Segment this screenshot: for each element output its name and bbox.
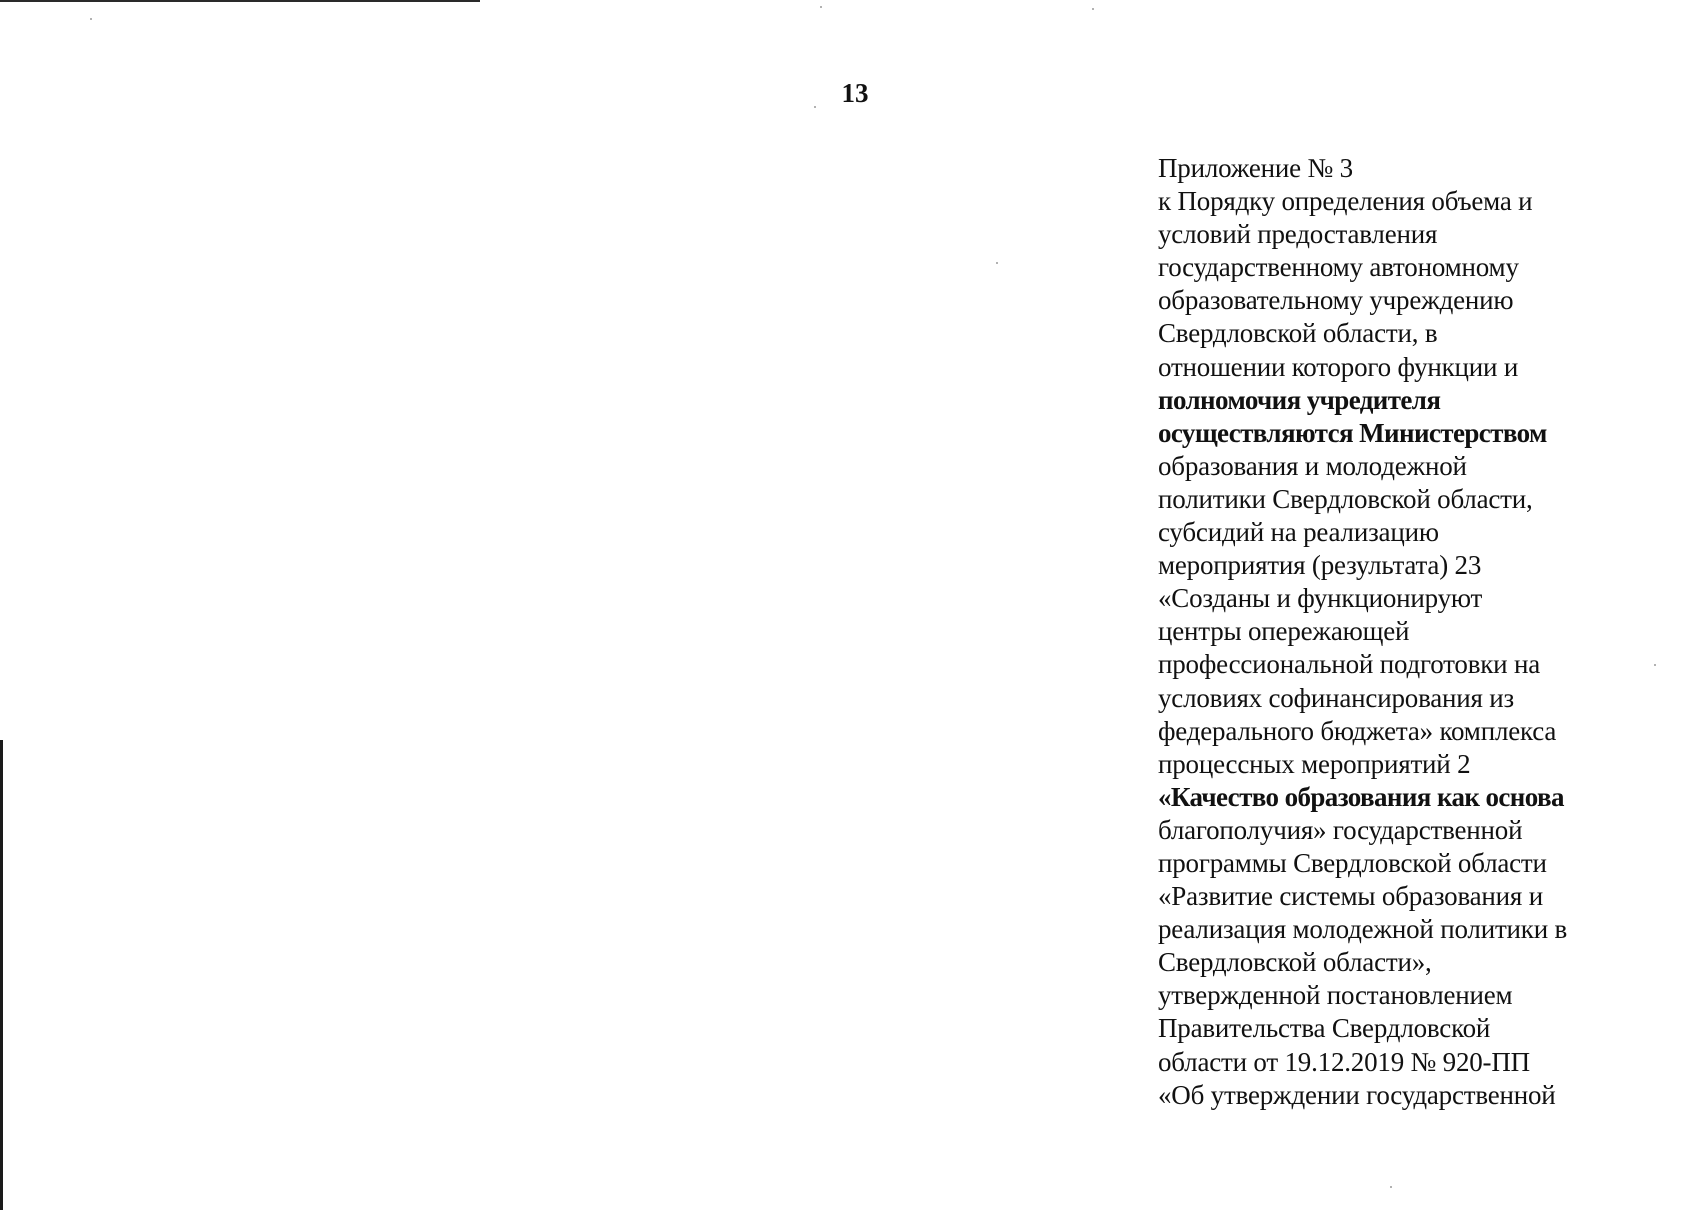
appendix-line: федерального бюджета» комплекса: [1158, 715, 1557, 746]
appendix-line: центры опережающей: [1158, 616, 1410, 647]
appendix-line: Приложение № 3: [1158, 153, 1353, 183]
appendix-line: благополучия» государственной: [1158, 814, 1523, 845]
scan-edge-left: [0, 740, 3, 1210]
appendix-line: утвержденной постановлением: [1158, 980, 1513, 1011]
scan-speck: [814, 106, 816, 108]
appendix-line: профессиональной подготовки на: [1158, 649, 1541, 680]
appendix-line: «Об утверждении государственной: [1158, 1079, 1556, 1110]
appendix-line: области от 19.12.2019 № 920-ПП: [1158, 1046, 1530, 1077]
appendix-line: программы Свердловской области: [1158, 847, 1547, 878]
scan-speck: [996, 262, 998, 264]
appendix-line: образования и молодежной: [1158, 450, 1467, 481]
appendix-line: Свердловской области, в: [1158, 318, 1438, 349]
appendix-line: Правительства Свердловской: [1158, 1013, 1491, 1044]
appendix-line: мероприятия (результата) 23: [1158, 550, 1482, 581]
appendix-line: условиях софинансирования из: [1158, 682, 1515, 713]
appendix-line: отношении которого функции и: [1158, 351, 1519, 382]
page-number: 13: [841, 78, 869, 108]
appendix-line: «Качество образования как основа: [1158, 781, 1564, 812]
scan-edge-top: [0, 0, 480, 2]
appendix-line: реализация молодежной политики в: [1158, 914, 1568, 945]
appendix-line: осуществляются Министерством: [1158, 417, 1547, 448]
appendix-line: образовательному учреждению: [1158, 285, 1514, 316]
appendix-line: к Порядку определения объема и: [1158, 186, 1533, 217]
appendix-header: [1158, 152, 1678, 1112]
appendix-line: субсидий на реализацию: [1158, 517, 1439, 548]
appendix-line: государственному автономному: [1158, 252, 1519, 283]
appendix-line: полномочия учредителя: [1158, 384, 1441, 415]
scan-speck: [1390, 1186, 1392, 1188]
appendix-line: процессных мероприятий 2: [1158, 748, 1471, 779]
appendix-line: условий предоставления: [1158, 219, 1438, 250]
scan-speck: [820, 6, 822, 8]
scan-speck: [1092, 8, 1094, 10]
appendix-line: «Развитие системы образования и: [1158, 881, 1543, 912]
appendix-line: политики Свердловской области,: [1158, 483, 1533, 514]
appendix-line: Свердловской области»,: [1158, 947, 1432, 978]
appendix-line: «Созданы и функционируют: [1158, 583, 1483, 614]
scan-speck: [90, 18, 92, 20]
